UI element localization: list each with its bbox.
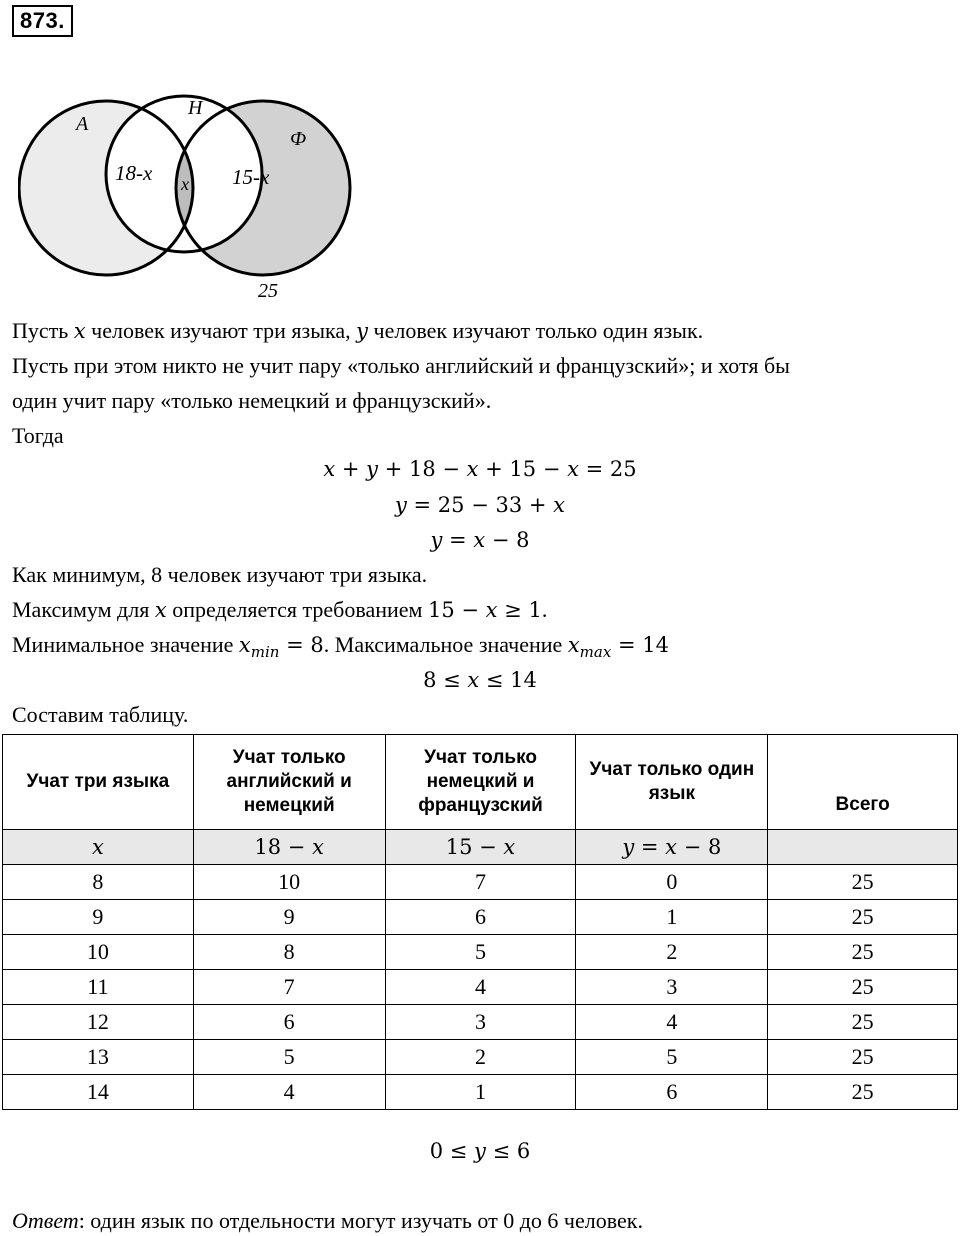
equation-3: 𝑦 = 𝑥 − 8 — [430, 528, 530, 552]
table-cell: 15 − 𝑥 — [385, 830, 576, 865]
table-cell: 𝑥 — [3, 830, 194, 865]
table-cell: 3 — [385, 1005, 576, 1040]
table-header-row — [3, 735, 958, 830]
table-cell: 25 — [768, 900, 958, 935]
table-header: Учат только английский и немецкий — [193, 735, 385, 830]
table-cell: 12 — [3, 1005, 194, 1040]
table-cell: 2 — [576, 935, 768, 970]
paragraph-4: Тогда — [12, 423, 64, 448]
venn-label-right: 15-x — [232, 165, 270, 189]
equation-2: 𝑦 = 25 − 33 + 𝑥 — [395, 493, 565, 517]
table-cell: 14 — [3, 1075, 194, 1110]
table-cell: 25 — [768, 1075, 958, 1110]
table-header: Учат только один язык — [576, 735, 768, 830]
venn-label-a: A — [76, 113, 89, 135]
table-cell: 1 — [385, 1075, 576, 1110]
paragraph-1: Пусть x человек изучают три языка, y человек изучают только один язык. — [12, 318, 704, 343]
table-cell: 25 — [768, 1005, 958, 1040]
table-cell: 5 — [576, 1040, 768, 1075]
table-cell: 4 — [385, 970, 576, 1005]
table-cell: 8 — [193, 935, 385, 970]
paragraph-5: Как минимум, 8 человек изучают три языка. — [12, 562, 428, 587]
table-cell: 25 — [768, 1040, 958, 1075]
table-cell: 9 — [193, 900, 385, 935]
table-cell: 10 — [193, 865, 385, 900]
table-cell: 6 — [193, 1005, 385, 1040]
table-cell — [768, 830, 958, 865]
table-header: Учат три языка — [3, 735, 194, 830]
table-cell: 6 — [576, 1075, 768, 1110]
table-cell: 0 — [576, 865, 768, 900]
answer-label: Ответ — [12, 1208, 79, 1233]
table-row — [3, 935, 958, 970]
problem-number: 873. — [12, 5, 73, 37]
equation-1: 𝑥 + 𝑦 + 18 − 𝑥 + 15 − 𝑥 = 25 — [323, 457, 637, 481]
table-cell: 4 — [576, 1005, 768, 1040]
table-row — [3, 900, 958, 935]
table-cell: 9 — [3, 900, 194, 935]
paragraph-2: Пусть при этом никто не учит пару «только английский и французский»; и хотя бы — [12, 353, 790, 378]
answer-text: : один язык по отдельности могут изучать от 0 до 6 человек. — [78, 1208, 643, 1233]
table-row — [3, 1075, 958, 1110]
table-cell: 7 — [385, 865, 576, 900]
table-cell: 11 — [3, 970, 194, 1005]
table-row — [3, 970, 958, 1005]
paragraph-8: Составим таблицу. — [12, 702, 189, 727]
table-row — [3, 1040, 958, 1075]
table-cell: 25 — [768, 865, 958, 900]
table-cell: 18 − 𝑥 — [193, 830, 385, 865]
table-row — [3, 1005, 958, 1040]
table-cell: 25 — [768, 970, 958, 1005]
table-header: Всего — [768, 735, 958, 830]
venn-label-f: Ф — [290, 128, 307, 150]
inequality-x: 8 ≤ 𝑥 ≤ 14 — [423, 668, 537, 692]
table-cell: 2 — [385, 1040, 576, 1075]
paragraph-7: Минимальное значение $x_{min} = 8$. Максимальное значение $x_{max} = 14$ — [12, 632, 669, 661]
table-cell: 7 — [193, 970, 385, 1005]
venn-diagram — [18, 90, 358, 305]
paragraph-3: один учит пару «только немецкий и французский». — [12, 388, 492, 413]
table-cell: 3 — [576, 970, 768, 1005]
results-table — [2, 734, 958, 1110]
table-cell: 10 — [3, 935, 194, 970]
table-formula-row — [3, 830, 958, 865]
table-cell: 25 — [768, 935, 958, 970]
venn-label-total: 25 — [258, 280, 278, 302]
table-row — [3, 865, 958, 900]
table-cell: 1 — [576, 900, 768, 935]
answer-line — [12, 1206, 643, 1236]
paragraph-6: Максимум для x определяется требованием 15 − 𝑥 ≥ 1. — [12, 597, 548, 622]
table-cell: 𝑦 = 𝑥 − 8 — [576, 830, 768, 865]
table-cell: 13 — [3, 1040, 194, 1075]
venn-label-left: 18-x — [115, 161, 153, 185]
venn-label-h: Н — [188, 97, 203, 119]
table-header: Учат только немецкий и французский — [385, 735, 576, 830]
table-cell: 5 — [385, 935, 576, 970]
table-cell: 8 — [3, 865, 194, 900]
table-cell: 5 — [193, 1040, 385, 1075]
table-cell: 4 — [193, 1075, 385, 1110]
inequality-y: 0 ≤ 𝑦 ≤ 6 — [429, 1139, 531, 1163]
table-cell: 6 — [385, 900, 576, 935]
venn-label-center: x — [181, 174, 189, 194]
